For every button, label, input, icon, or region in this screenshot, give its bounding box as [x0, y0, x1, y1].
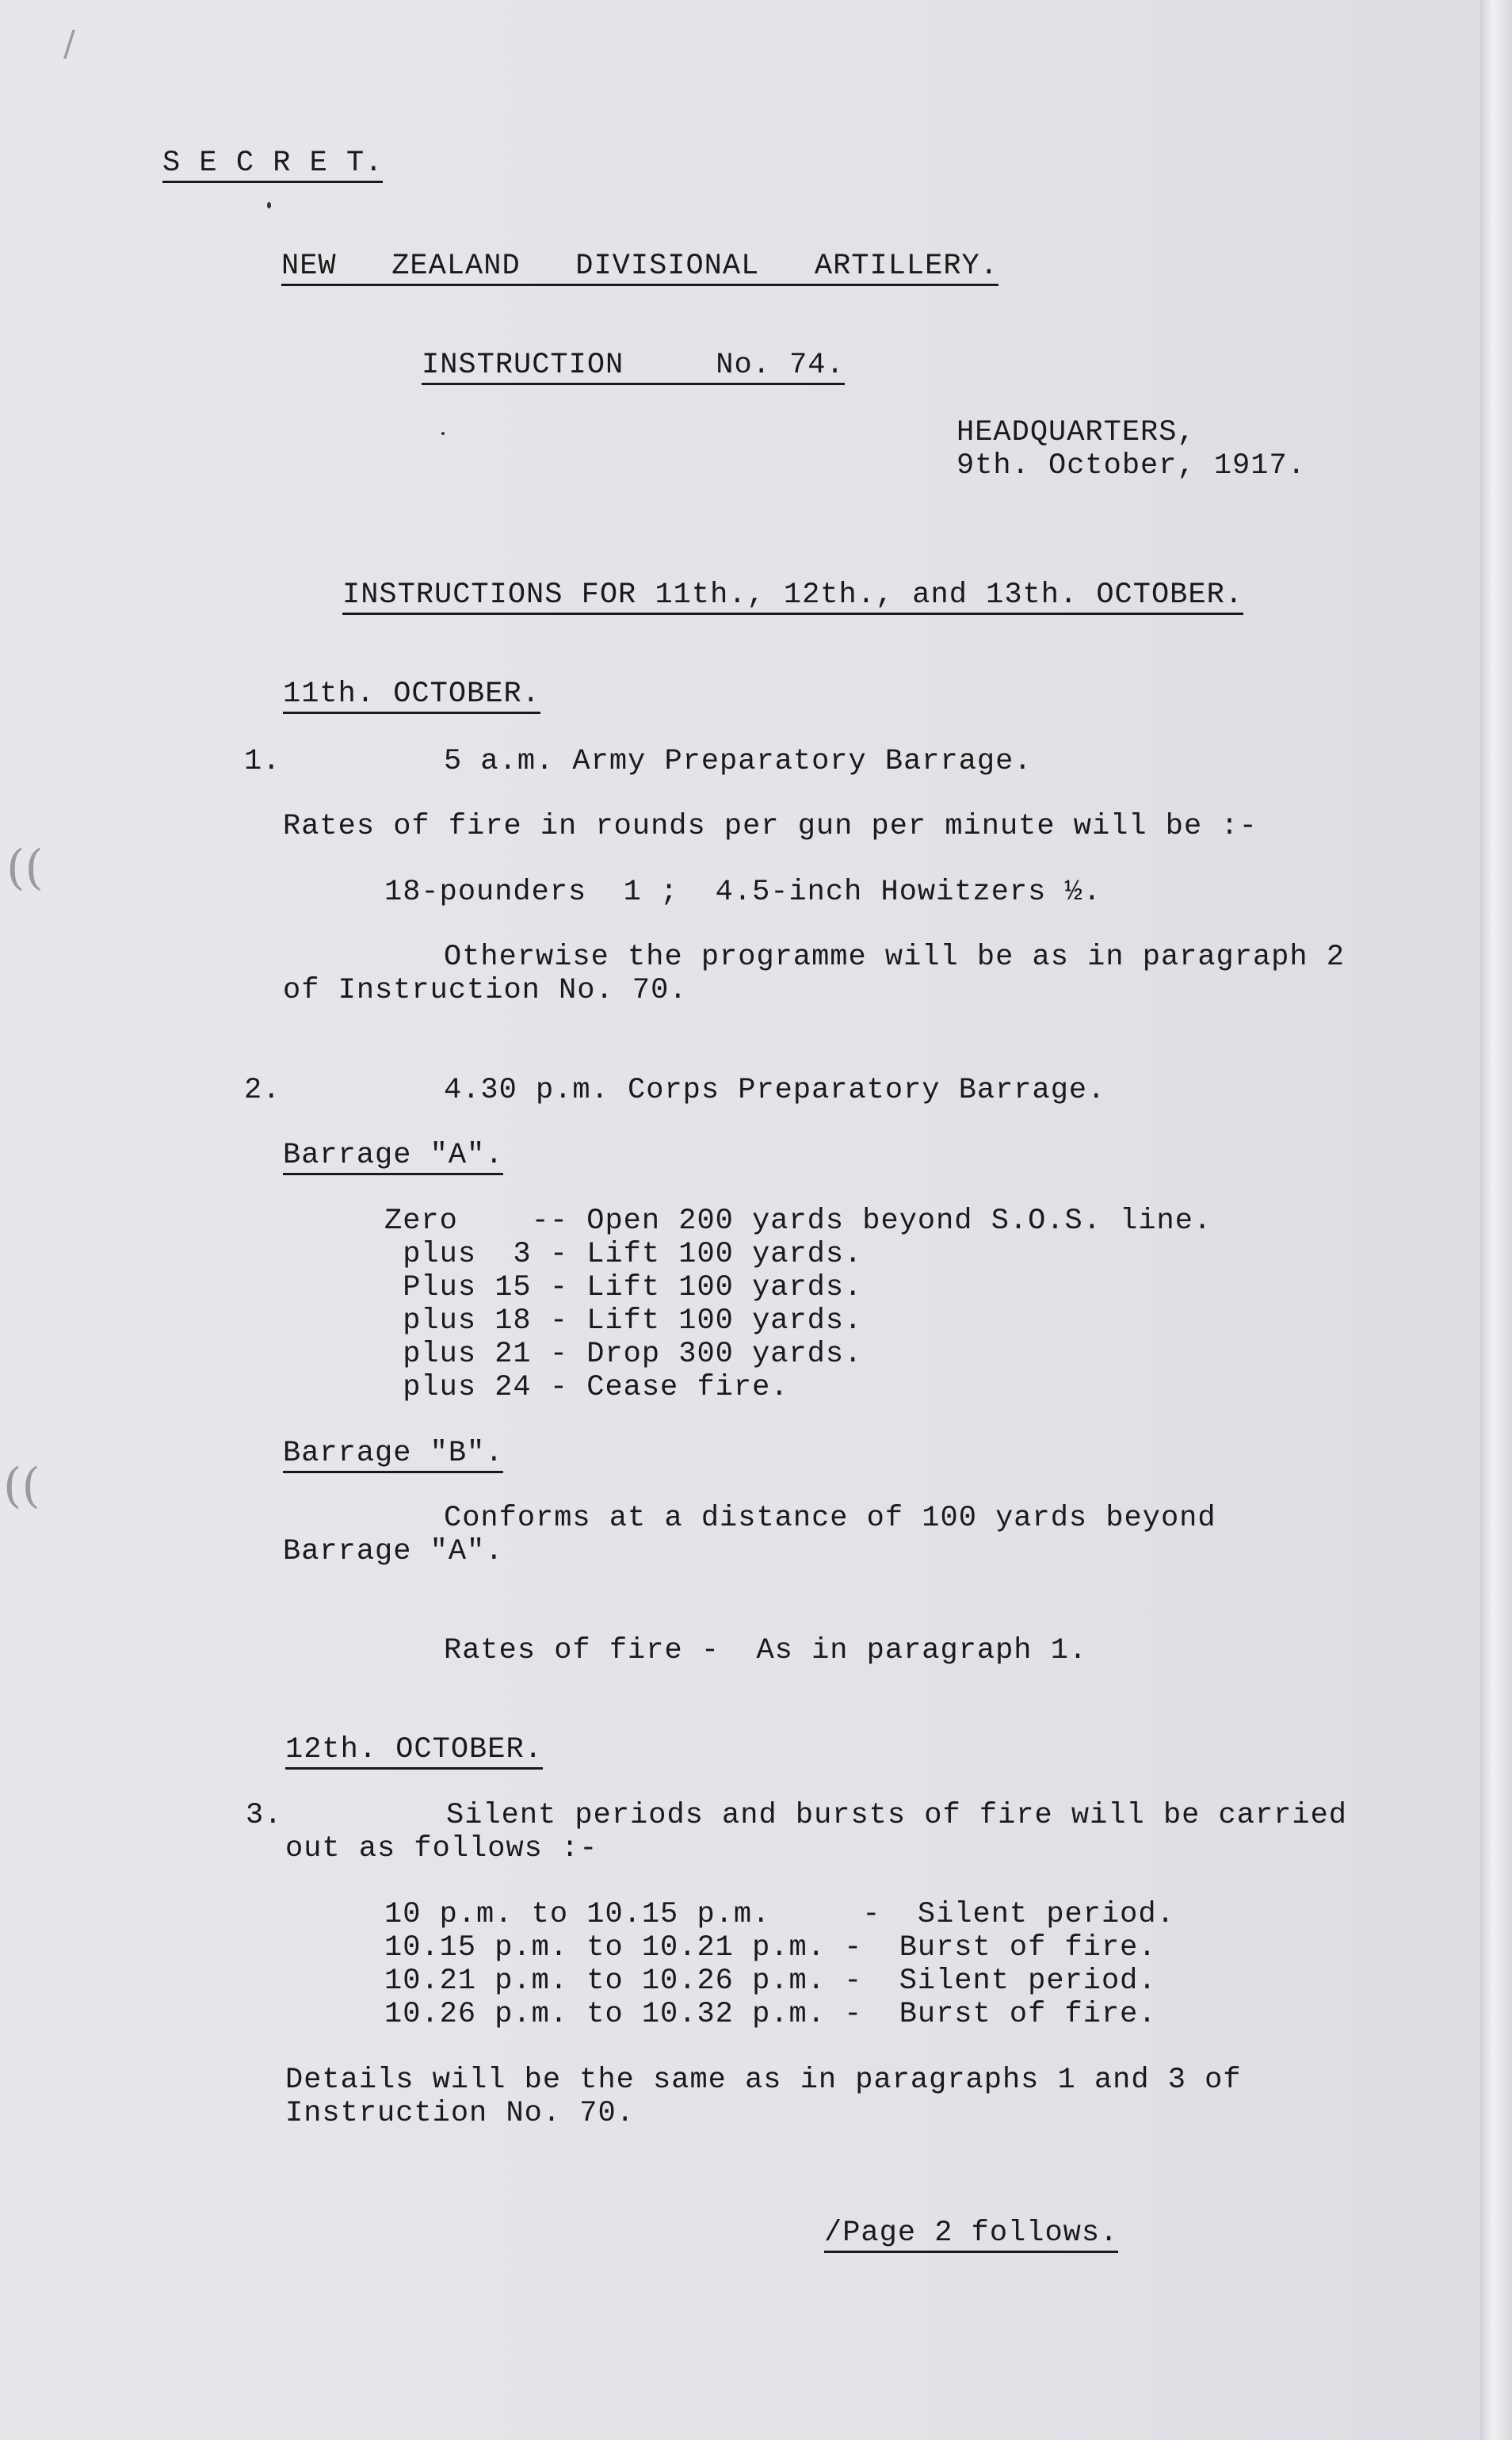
body-text: Barrage "A".	[283, 1535, 504, 1568]
doc-date: 9th. October, 1917.	[956, 449, 1306, 483]
pencil-mark: /	[63, 24, 75, 64]
page-continuation: /Page 2 follows.	[824, 2217, 1118, 2253]
rates-intro: Rates of fire in rounds per gun per minute will be :-	[283, 810, 1258, 843]
punch-hole-mark: ((	[3, 1458, 40, 1514]
period-row: 10.21 p.m. to 10.26 p.m. - Silent period.	[384, 1965, 1157, 1998]
instruction-title: INSTRUCTION No. 74.	[422, 349, 845, 385]
schedule-row: Plus 15 - Lift 100 yards.	[384, 1271, 863, 1304]
body-text: Conforms at a distance of 100 yards beyond	[444, 1502, 1216, 1535]
para-number: 2.	[244, 1074, 281, 1107]
body-text: Rates of fire - As in paragraph 1.	[444, 1634, 1088, 1667]
schedule-row: plus 24 - Cease fire.	[384, 1371, 789, 1404]
schedule-row: plus 3 - Lift 100 yards.	[384, 1238, 863, 1271]
section-heading-11: 11th. OCTOBER.	[283, 678, 540, 714]
body-text: of Instruction No. 70.	[283, 974, 688, 1007]
schedule-row: Zero -- Open 200 yards beyond S.O.S. line.	[384, 1205, 1212, 1238]
ink-speck	[441, 432, 445, 435]
schedule-row: plus 21 - Drop 300 yards.	[384, 1338, 863, 1371]
body-text: Details will be the same as in paragraphs 1 and 3 of	[285, 2064, 1242, 2097]
body-text: out as follows :-	[285, 1832, 598, 1865]
para-title: 4.30 p.m. Corps Preparatory Barrage.	[444, 1074, 1106, 1107]
punch-hole-mark: ((	[6, 840, 44, 895]
schedule-row: plus 18 - Lift 100 yards.	[384, 1304, 863, 1338]
unit-title: NEW ZEALAND DIVISIONAL ARTILLERY.	[281, 250, 998, 286]
barrage-b-heading: Barrage "B".	[283, 1437, 503, 1473]
body-text: Silent periods and bursts of fire will be carried	[446, 1799, 1347, 1832]
rates-line: 18-pounders 1 ; 4.5-inch Howitzers ½.	[384, 876, 1102, 909]
para-title: 5 a.m. Army Preparatory Barrage.	[444, 745, 1033, 778]
period-row: 10 p.m. to 10.15 p.m. - Silent period.	[384, 1898, 1175, 1931]
page-edge	[1480, 0, 1512, 2440]
main-heading: INSTRUCTIONS FOR 11th., 12th., and 13th. OCTOBER.	[342, 578, 1243, 615]
classification: S E C R E T.	[162, 147, 383, 183]
period-row: 10.26 p.m. to 10.32 p.m. - Burst of fire.	[384, 1998, 1157, 2031]
body-text: Instruction No. 70.	[285, 2097, 635, 2130]
period-row: 10.15 p.m. to 10.21 p.m. - Burst of fire.	[384, 1931, 1157, 1965]
section-heading-12: 12th. OCTOBER.	[285, 1733, 543, 1770]
hq-label: HEADQUARTERS,	[956, 416, 1196, 449]
para-number: 3.	[246, 1799, 283, 1832]
barrage-a-heading: Barrage "A".	[283, 1139, 503, 1175]
para-number: 1.	[244, 745, 281, 778]
body-text: Otherwise the programme will be as in paragraph 2	[444, 941, 1345, 974]
ink-speck	[267, 202, 271, 208]
